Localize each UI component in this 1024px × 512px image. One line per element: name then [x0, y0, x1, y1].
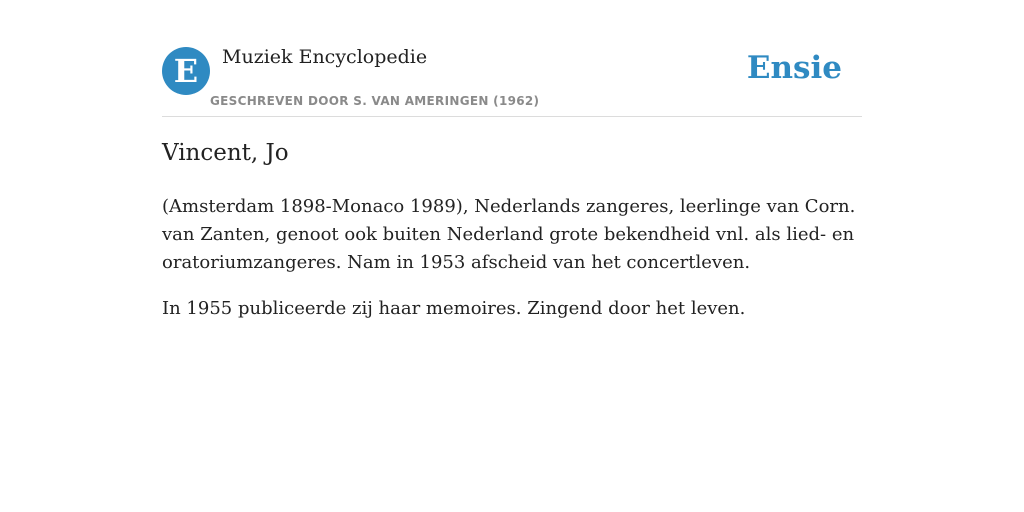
page: [162, 0, 862, 319]
article-title: Vincent, Jo: [162, 140, 289, 166]
article-paragraph: In 1955 publiceerde zij haar memoires. Zingend door het leven.: [162, 298, 746, 319]
article-paragraph: (Amsterdam 1898-Monaco 1989), Nederlands zangeres, leerlinge van Corn. van Zanten, genoot ook buiten Nederland grote bekendheid vnl. als lied- en oratoriumzangeres. Nam in 1953 afscheid van het concertleven.: [162, 196, 856, 273]
header: [162, 0, 862, 117]
author-line: GESCHREVEN DOOR S. VAN AMERINGEN (1962): [210, 94, 540, 108]
ensie-logo-badge[interactable]: E: [162, 47, 210, 95]
article-body: [162, 193, 862, 341]
encyclopedia-title[interactable]: Muziek Encyclopedie: [222, 46, 428, 68]
ensie-brand-logo[interactable]: Ensie: [746, 50, 842, 86]
